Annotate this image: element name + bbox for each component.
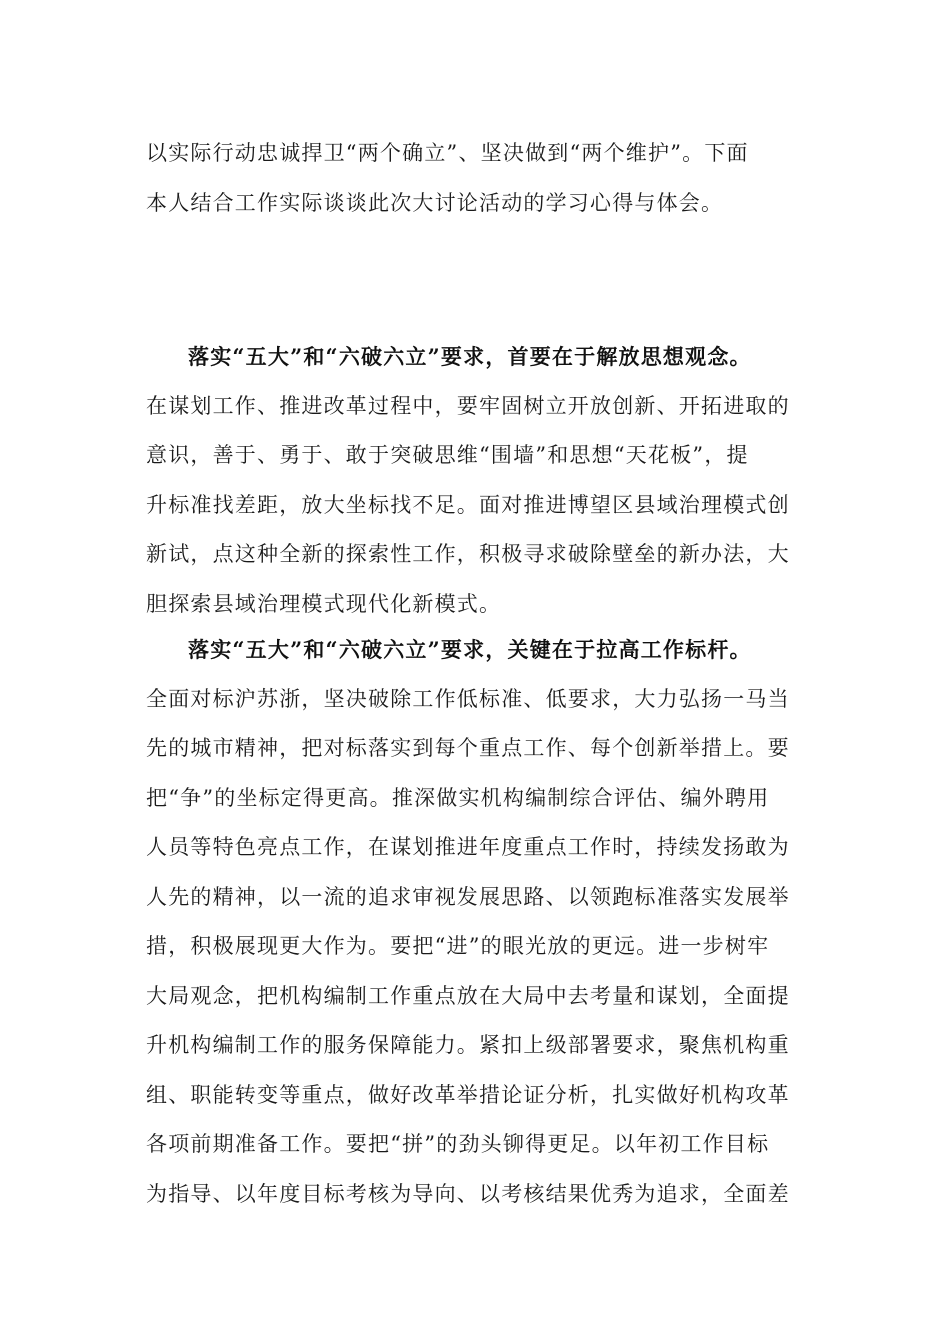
paragraph-line: 人先的精神，以一流的追求审视发展思路、以领跑标准落实发展举 bbox=[146, 884, 790, 909]
paragraph-line: 组、职能转变等重点，做好改革举措论证分析，扎实做好机构攻革 bbox=[146, 1082, 790, 1107]
paragraph-line: 全面对标沪苏浙，坚决破除工作低标准、低要求，大力弘扬一马当 bbox=[146, 686, 790, 711]
paragraph-line: 以实际行动忠诚捍卫“两个确立”、坚决做到“两个维护”。下面 bbox=[146, 141, 749, 165]
paragraph-line: 在谋划工作、推进改革过程中，要牢固树立开放创新、开拓进取的 bbox=[146, 393, 790, 418]
paragraph-line: 为指导、以年度目标考核为导向、以考核结果优秀为追求，全面差 bbox=[146, 1181, 790, 1206]
paragraph-line: 把“争”的坐标定得更高。推深做实机构编制综合评估、编外聘用 bbox=[146, 785, 770, 810]
paragraph-line: 新试，点这种全新的探索性工作，积极寻求破除壁垒的新办法，大 bbox=[146, 542, 790, 566]
paragraph-line: 措，积极展现更大作为。要把“进”的眼光放的更远。进一步树牢 bbox=[146, 934, 770, 958]
paragraph-line: 胆探索县域治理模式现代化新模式。 bbox=[146, 591, 502, 616]
section-2-paragraph bbox=[146, 625, 806, 1219]
paragraph-line: 意识，善于、勇于、敢于突破思维“围墙”和思想“天花板”，提 bbox=[146, 443, 749, 467]
paragraph-line: 升标准找差距，放大坐标找不足。面对推进博望区县域治理模式创 bbox=[146, 492, 790, 517]
intro-paragraph bbox=[146, 129, 806, 228]
paragraph-line: 升机构编制工作的服务保障能力。紧扣上级部署要求，聚焦机构重 bbox=[146, 1033, 790, 1057]
paragraph-line: 人员等特色亮点工作，在谋划推进年度重点工作时，持续发扬敢为 bbox=[146, 835, 790, 859]
section-1-heading: 落实“五大”和“六破六立”要求，首要在于解放思想观念。 bbox=[188, 344, 752, 369]
paragraph-line: 先的城市精神，把对标落实到每个重点工作、每个创新举措上。要 bbox=[146, 736, 790, 760]
paragraph-line: 本人结合工作实际谈谈此次大讨论活动的学习心得与体会。 bbox=[146, 190, 724, 215]
section-2-heading: 落实“五大”和“六破六立”要求，关键在于拉高工作标杆。 bbox=[188, 637, 752, 662]
section-1-paragraph bbox=[146, 332, 806, 629]
paragraph-line: 各项前期准备工作。要把“拼”的劲头铆得更足。以年初工作目标 bbox=[146, 1132, 770, 1156]
paragraph-line: 大局观念，把机构编制工作重点放在大局中去考量和谋划，全面提 bbox=[146, 983, 790, 1008]
